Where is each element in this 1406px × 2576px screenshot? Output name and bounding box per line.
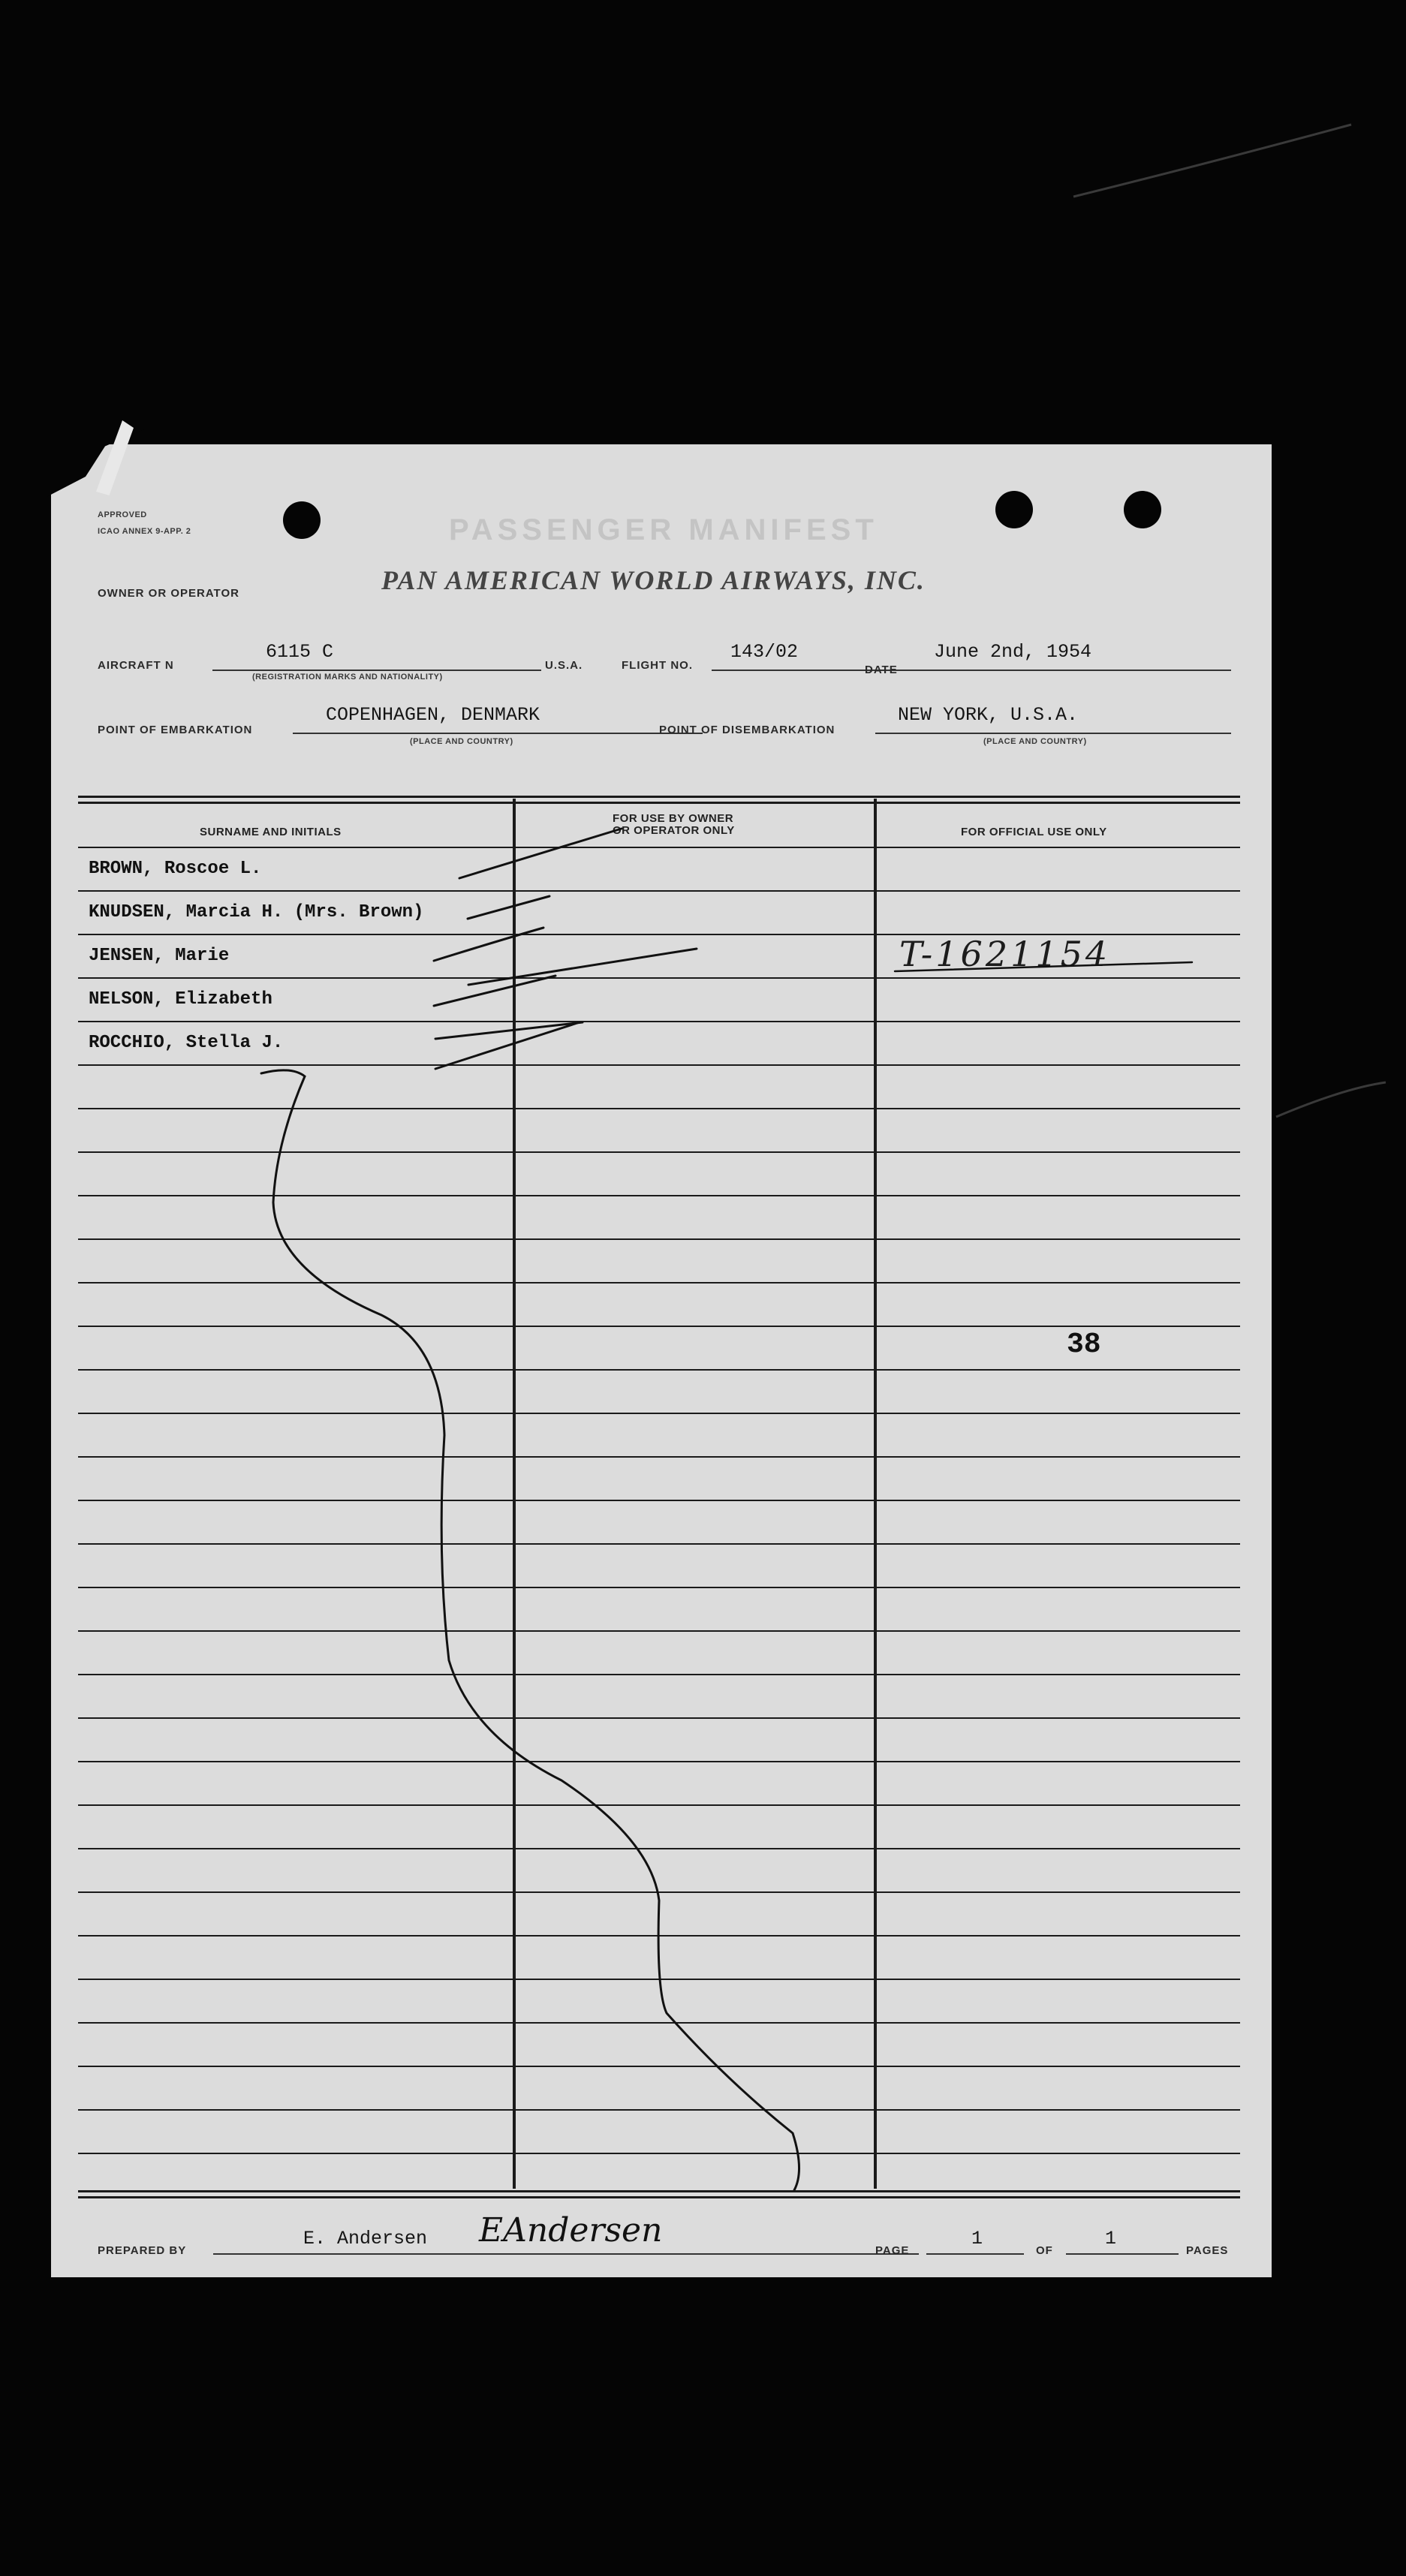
pen-mark [468,949,697,985]
column-header-owner-2: OR OPERATOR ONLY [613,824,735,837]
prepared-label: PREPARED BY [98,2244,187,2257]
continuation-line [261,1070,799,2190]
column-header-names: SURNAME AND INITIALS [200,826,342,838]
of-value: 1 [1105,2228,1117,2249]
passenger-row: JENSEN, Marie [89,946,230,966]
column-header-owner-1: FOR USE BY OWNER [613,812,734,825]
passenger-row: KNUDSEN, Marcia H. (Mrs. Brown) [89,902,424,922]
embarkation-note: (PLACE AND COUNTRY) [410,737,513,746]
pages-label: PAGES [1186,2244,1229,2257]
owner-label: OWNER OR OPERATOR [98,587,239,600]
flight-value: 143/02 [730,641,799,663]
airline-name: PAN AMERICAN WORLD AIRWAYS, INC. [381,565,926,595]
disembarkation-note: (PLACE AND COUNTRY) [983,737,1087,746]
stamp-number: 38 [1067,1329,1101,1361]
page-value: 1 [971,2228,983,2249]
disembarkation-value: NEW YORK, U.S.A. [898,704,1079,726]
approval-line-2: ICAO ANNEX 9-APP. 2 [98,527,191,536]
date-value: June 2nd, 1954 [934,641,1092,663]
flight-label: FLIGHT NO. [622,659,693,672]
disembarkation-label: POINT OF DISEMBARKATION [659,724,835,736]
registration-note: (REGISTRATION MARKS AND NATIONALITY) [252,673,443,682]
pen-mark [435,1022,580,1069]
date-label: DATE [865,664,898,676]
pen-underline [895,962,1192,971]
pen-mark [468,896,549,919]
pen-mark [459,829,622,878]
column-header-official: FOR OFFICIAL USE ONLY [961,826,1107,838]
passenger-row: NELSON, Elizabeth [89,989,272,1010]
page-label: PAGE [875,2244,910,2257]
usa-label: U.S.A. [545,659,583,672]
handwritten-marks [51,444,1272,2277]
prepared-value: E. Andersen [303,2228,428,2249]
aircraft-label: AIRCRAFT N [98,659,174,672]
pen-mark [435,1022,583,1039]
approval-line-1: APPROVED [98,510,147,519]
embarkation-value: COPENHAGEN, DENMARK [326,704,540,726]
embarkation-label: POINT OF EMBARKATION [98,724,253,736]
of-label: OF [1036,2244,1053,2257]
signature: EAndersen [479,2211,663,2249]
background-stroke [1276,1082,1386,1117]
official-handwritten-note: T-1621154 [899,934,1111,974]
passenger-row: BROWN, Roscoe L. [89,859,262,879]
background-stroke [1073,125,1351,197]
pen-mark [434,928,543,961]
passenger-row: ROCCHIO, Stella J. [89,1033,284,1053]
manifest-sheet [51,444,1272,2277]
aircraft-value: 6115 C [266,641,334,663]
form-title: PASSENGER MANIFEST [449,513,878,546]
